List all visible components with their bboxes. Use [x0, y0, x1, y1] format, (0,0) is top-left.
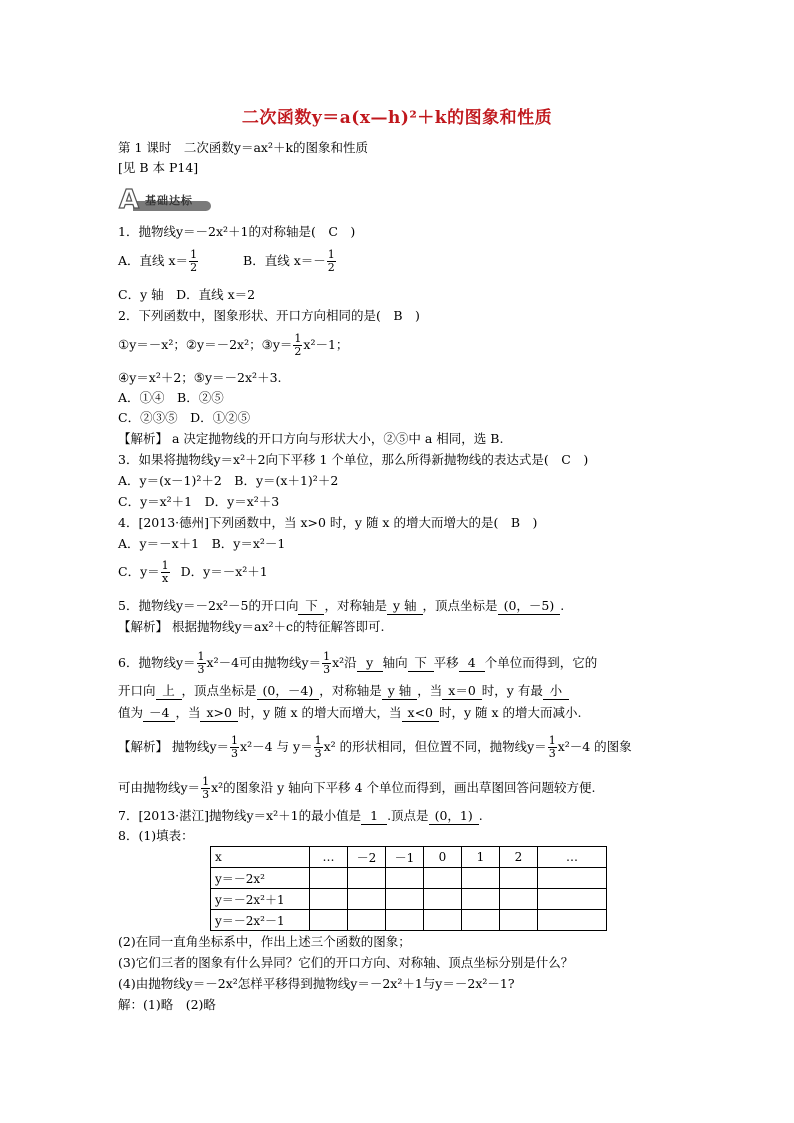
- q6-fraction: $\frac{1}{3}$: [323, 650, 331, 676]
- q7-answer-vertex: (0，1): [429, 808, 479, 825]
- q6-answer-min: 小: [543, 683, 569, 700]
- q5-stem: 5．抛物线y＝－2x²－5的开口向 下 ，对称轴是 y 轴 ，顶点坐标是 (0，－5) .: [118, 598, 565, 613]
- q5-answer-direction: 下: [298, 598, 324, 615]
- q2-list-1: ①y＝－x²；②y＝－2x²；③y＝ $\frac{1}{2}$ x²－1；: [118, 332, 349, 358]
- q7-answer-min: 1: [361, 808, 387, 825]
- table-row: [211, 847, 607, 868]
- q8-part-3: (3)它们三者的图象有什么异同？它们的开口方向、对称轴、顶点坐标分别是什么？: [118, 955, 574, 970]
- q1-option-b: B．直线 x＝－: [243, 253, 326, 268]
- badge-letter: A: [119, 185, 140, 215]
- q2-stem: 2．下列函数中，图象形状、开口方向相同的是( B ): [118, 308, 420, 323]
- q1-b-fraction: $\frac{1}{2}$: [327, 248, 335, 274]
- page-title: 二次函数y＝a(x—h)²＋k的图象和性质: [241, 108, 553, 128]
- table-header-cell: …: [310, 847, 348, 868]
- q1-options-cd: C．y 轴 D．直线 x＝2: [118, 287, 256, 302]
- q5-answer-vertex: (0，－5): [498, 598, 561, 615]
- q1-option-a: A．直线 x＝: [118, 253, 189, 268]
- q6-analysis-1: 【解析】 抛物线y＝ $\frac{1}{3}$ x²－4 与 y＝ $\frac{1}{3}$ x² 的形状相同，但位置不同，抛物线y＝ $\frac{1}{3}$ x²－4 的图象: [118, 734, 632, 760]
- badge-text: 基础达标: [145, 194, 193, 207]
- q8-part-4: (4)由抛物线y＝－2x²怎样平移得到抛物线y＝－2x²＋1与y＝－2x²－1?: [118, 976, 515, 991]
- table-header-cell: 0: [424, 847, 462, 868]
- q6-line-1: 6．抛物线y＝ $\frac{1}{3}$ x²－4可由抛物线y＝ $\frac{1}{3}$ x²沿 y 轴向 下 平移 4 个单位而得到，它的: [118, 650, 598, 676]
- q8-solution: 解：(1)略 (2)略: [118, 997, 216, 1012]
- q3-options-ab: A．y＝(x－1)²＋2 B．y＝(x＋1)²＋2: [118, 473, 339, 488]
- q8-part-2: (2)在同一直角坐标系中，作出上述三个函数的图象；: [118, 934, 411, 949]
- q6-answer-axis: y: [357, 655, 383, 672]
- table-row-label: y＝－2x²: [211, 868, 310, 889]
- q6-answer-direction: 下: [408, 655, 434, 672]
- q5-analysis: 【解析】 根据抛物线y＝ax²＋c的特征解答即可.: [118, 619, 385, 634]
- q6-line-3: 值为 －4 ，当 x>0 时，y 随 x 的增大而增大，当 x<0 时，y 随 x 的增大而减小.: [118, 705, 582, 720]
- q4-fraction: $\frac{1}{x}$: [161, 559, 169, 585]
- q2-list-2: ④y＝x²＋2；⑤y＝－2x²＋3.: [118, 370, 282, 385]
- table-header-cell: －2: [348, 847, 386, 868]
- section-badge: [119, 187, 211, 213]
- q6-answer-gt: x>0: [200, 705, 237, 722]
- q7-stem: 7．[2013·湛江]抛物线y＝x²＋1的最小值是 1 .顶点是 (0，1) .: [118, 808, 483, 823]
- q6-answer-units: 4: [459, 655, 485, 672]
- table-row: [211, 889, 607, 910]
- q6-answer-lt: x<0: [402, 705, 439, 722]
- q6-fraction: $\frac{1}{3}$: [197, 650, 205, 676]
- table-header-cell: …: [538, 847, 607, 868]
- q6-fraction: $\frac{1}{3}$: [231, 734, 239, 760]
- table-row-label: y＝－2x²－1: [211, 910, 310, 931]
- q6-answer-vertex: (0，－4): [257, 683, 320, 700]
- q6-answer-x: x＝0: [442, 683, 482, 700]
- q6-line-2: 开口向 上 ，顶点坐标是 (0，－4) ，对称轴是 y 轴 ，当 x＝0 时，y 有最 小: [118, 683, 569, 700]
- table-header-cell: 1: [462, 847, 500, 868]
- q1-options-ab: [118, 249, 337, 274]
- lesson-subtitle: 第 1 课时 二次函数y＝ax²＋k的图象和性质: [118, 140, 369, 155]
- q2-analysis: 【解析】 a 决定抛物线的开口方向与形状大小，②⑤中 a 相同，选 B.: [118, 431, 504, 446]
- table-header-cell: 2: [500, 847, 538, 868]
- q6-answer-open: 上: [156, 683, 182, 700]
- q3-stem: 3．如果将抛物线y＝x²＋2向下平移 1 个单位，那么所得新抛物线的表达式是( C ): [118, 452, 589, 467]
- q3-options-cd: C．y＝x²＋1 D．y＝x²＋3: [118, 494, 280, 509]
- q2-fraction: $\frac{1}{2}$: [294, 332, 302, 358]
- q1-stem: 1．抛物线y＝－2x²＋1的对称轴是( C ): [118, 224, 356, 239]
- q2-options-cd: C．②③⑤ D．①②⑤: [118, 410, 251, 425]
- q6-fraction: $\frac{1}{3}$: [202, 775, 210, 801]
- q6-answer-value: －4: [143, 705, 175, 722]
- table-row: [211, 868, 607, 889]
- q4-stem: 4．[2013·德州]下列函数中，当 x>0 时，y 随 x 的增大而增大的是( B ): [118, 515, 538, 530]
- table-row: [211, 910, 607, 931]
- book-reference: [见 B 本 P14]: [118, 160, 199, 175]
- q4-options-ab: A．y＝－x＋1 B．y＝x²－1: [118, 536, 286, 551]
- table-header-cell: －1: [386, 847, 424, 868]
- q8-table: [210, 846, 607, 931]
- table-row-label: y＝－2x²＋1: [211, 889, 310, 910]
- q6-answer-sym-axis: y 轴: [382, 683, 418, 700]
- q6-fraction: $\frac{1}{3}$: [548, 734, 556, 760]
- q6-fraction: $\frac{1}{3}$: [314, 734, 322, 760]
- q8-stem: 8．(1)填表：: [118, 828, 194, 843]
- q4-options-cd: C．y＝ $\frac{1}{x}$ D．y＝－x²＋1: [118, 559, 268, 585]
- q5-answer-axis: y 轴: [387, 598, 423, 615]
- q6-analysis-2: 可由抛物线y＝ $\frac{1}{3}$ x²的图象沿 y 轴向下平移 4 个单位而得到，画出草图回答问题较方便.: [118, 775, 596, 801]
- q2-options-ab: A．①④ B．②⑤: [118, 390, 224, 405]
- table-header-cell: x: [211, 847, 310, 868]
- q1-a-fraction: $\frac{1}{2}$: [190, 248, 198, 274]
